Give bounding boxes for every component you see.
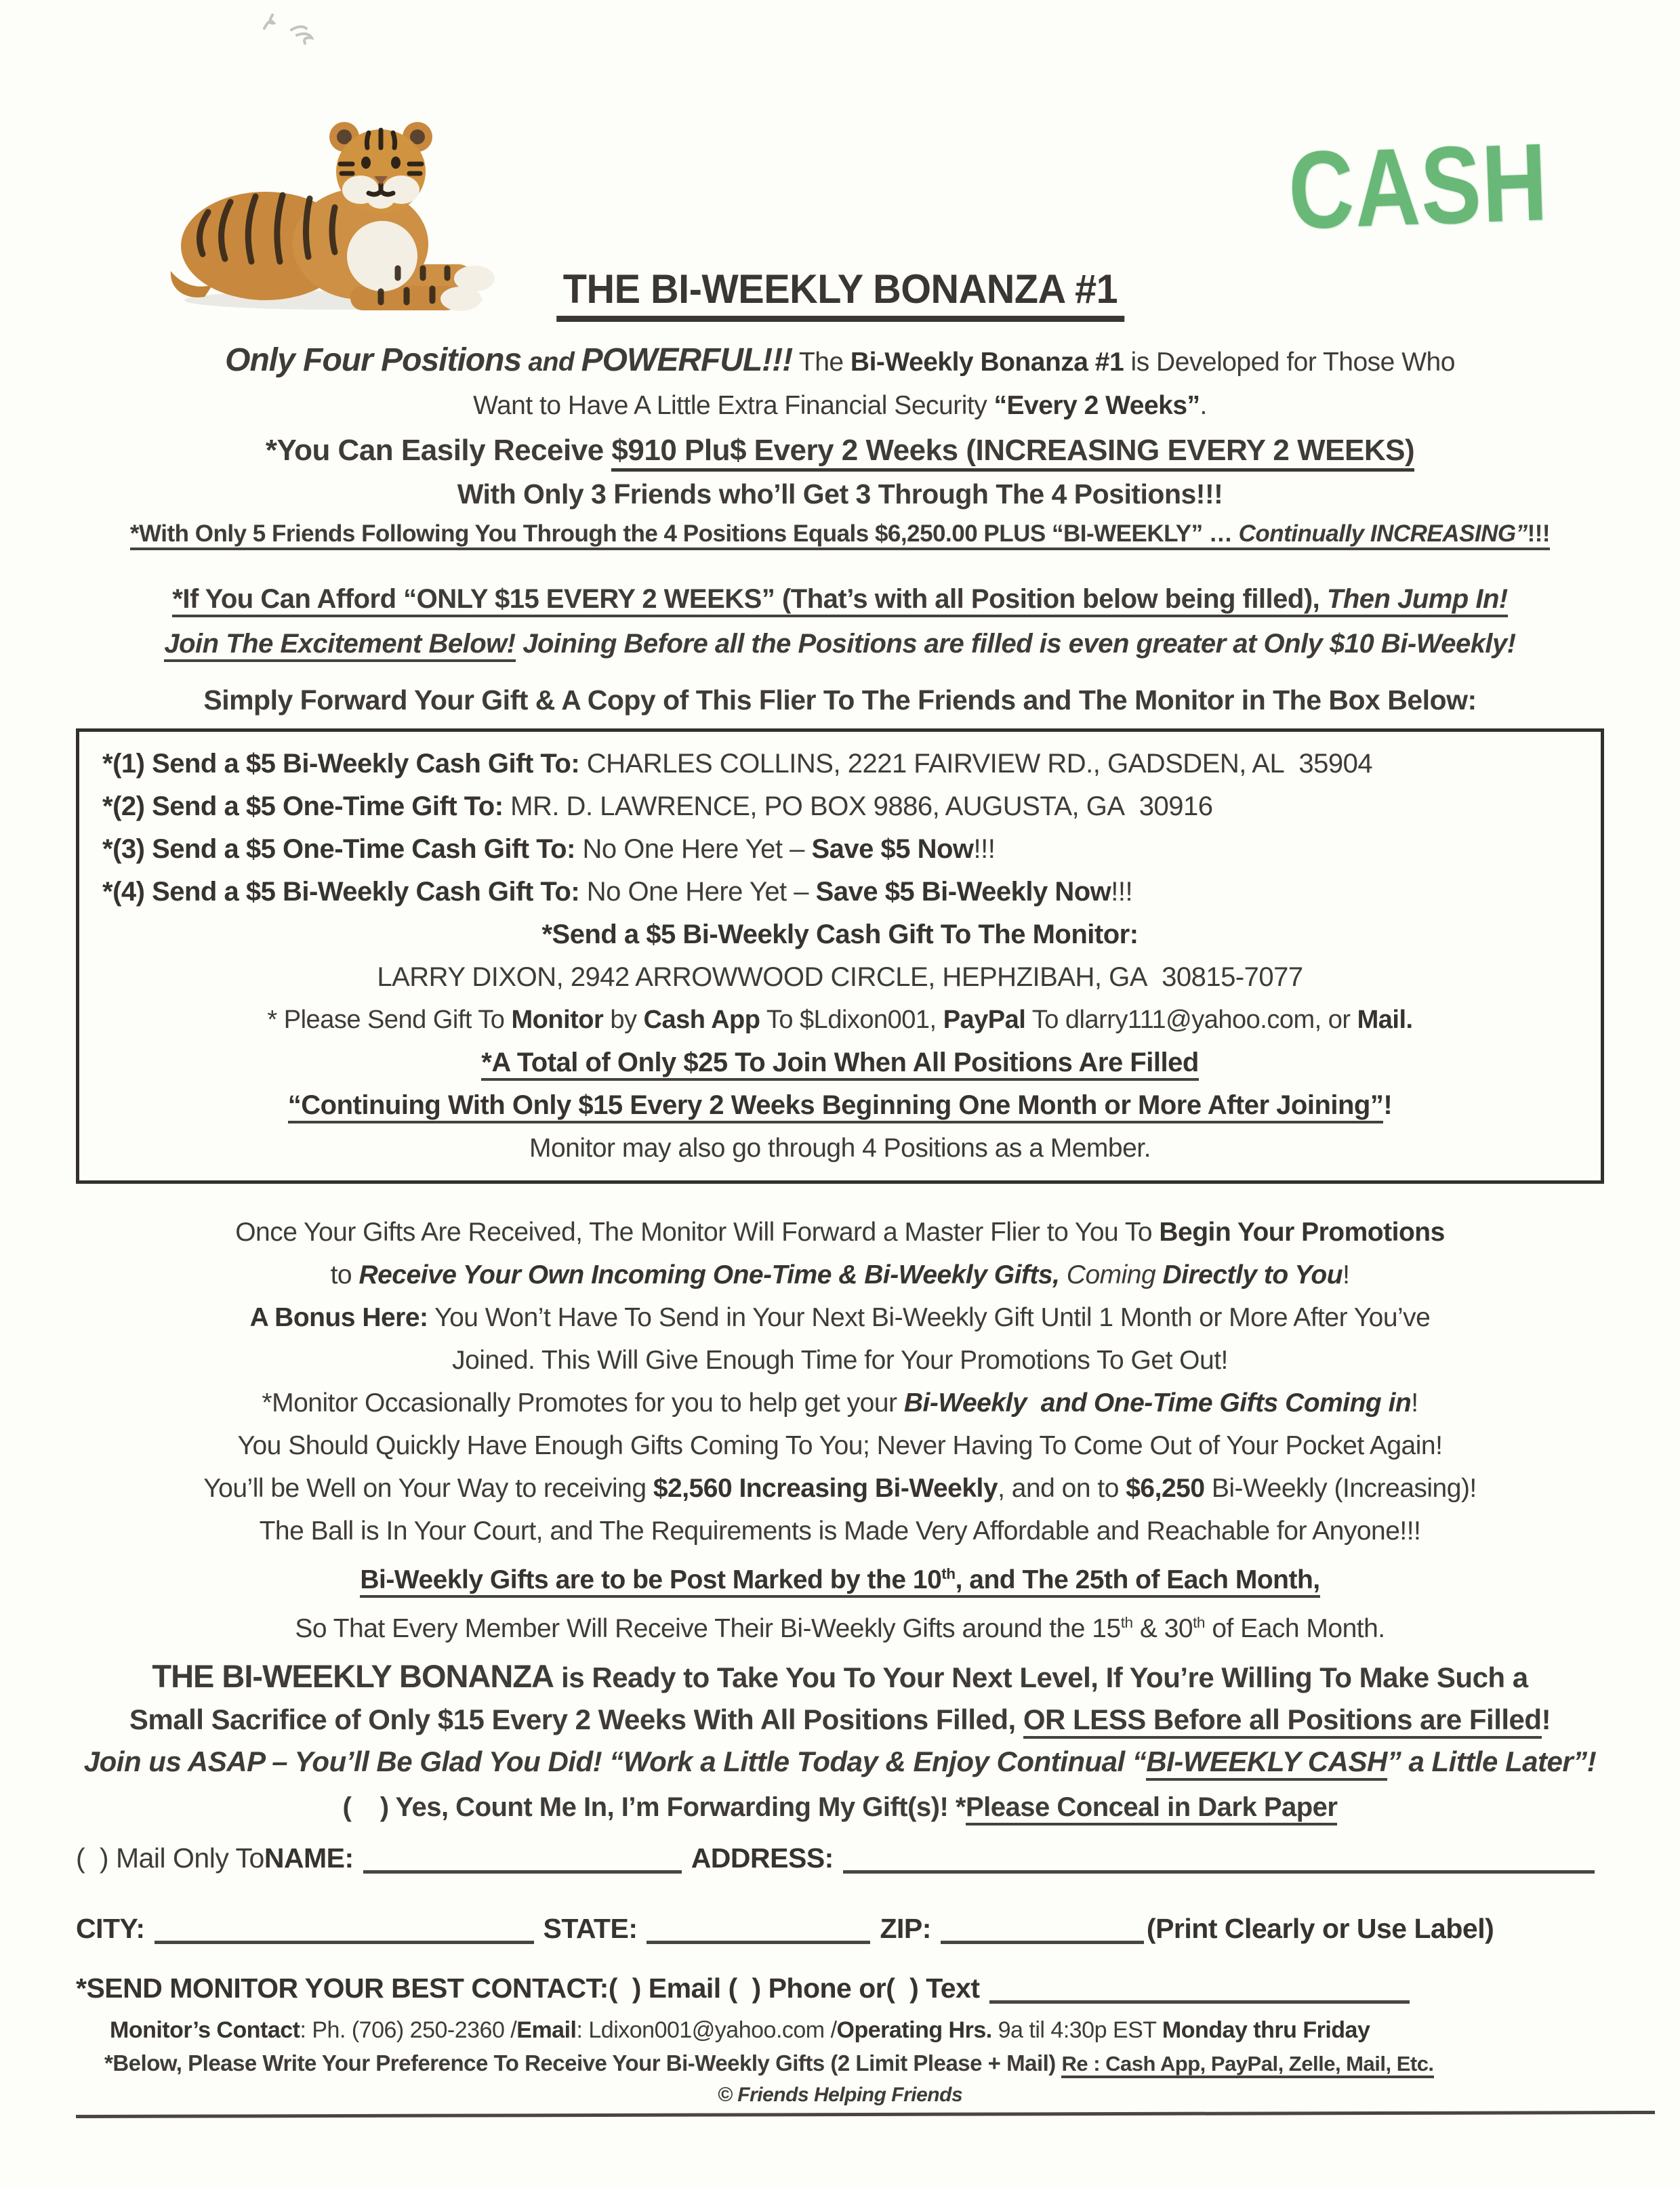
save-now: Save $5 Now — [811, 834, 974, 864]
position-1-row — [102, 743, 1578, 785]
continuing-underline: “Continuing With Only $15 Every 2 Weeks Beginning One Month or More After Joining” — [288, 1090, 1384, 1123]
monitor-contact-label: Monitor’s Contact — [110, 2017, 300, 2043]
text-run: of Each Month. — [1204, 1614, 1385, 1643]
every-2-weeks: “Every 2 Weeks” — [993, 391, 1200, 420]
postmark-line — [76, 1552, 1604, 1601]
operating-hours-label: Operating Hrs. — [836, 2017, 992, 2043]
monitor-email: : Ldixon001@yahoo.com / — [576, 2017, 837, 2043]
postmark-underline — [360, 1565, 1319, 1598]
text-run: So That Every Member Will Receive Their Bi-Weekly Gifts around the 15 — [295, 1614, 1121, 1643]
weekdays: Monday thru Friday — [1162, 2017, 1370, 2043]
position-2-row — [102, 785, 1578, 828]
sep: : — [567, 834, 583, 864]
text-run: ! — [1541, 1704, 1551, 1735]
five-friends-underline — [130, 520, 1550, 550]
intro-line-2 — [76, 384, 1604, 428]
state-blank-field — [647, 1914, 870, 1944]
position-3-row — [102, 828, 1578, 871]
sep: : — [494, 791, 511, 821]
jump-in: Then Jump In! — [1326, 584, 1508, 614]
cash-app-word: Cash App — [643, 1006, 760, 1034]
sep: : — [571, 877, 587, 907]
text-run: Join us ASAP – You’ll Be Glad You Did! “Work a Little Today & Enjoy Continual “ — [83, 1746, 1147, 1777]
email-word: Email — [516, 2017, 577, 2043]
save-biweekly-now: Save $5 Bi-Weekly Now — [815, 877, 1111, 907]
text-run: !!! — [1111, 877, 1133, 907]
text-run: Coming — [1059, 1260, 1163, 1289]
intro-powerful: POWERFUL!!! — [581, 342, 793, 378]
text-run: ! — [1383, 1090, 1393, 1120]
promo-line-4: Joined. This Will Give Enough Time for Your Promotions To Get Out! — [452, 1346, 1228, 1375]
text-run: You’ll be Well on Your Way to receiving — [203, 1474, 653, 1503]
yes-checkbox-text: ( ) Yes, Count Me In, I’m Forwarding My Gift(s)! * — [342, 1792, 966, 1822]
text-run: to — [330, 1260, 359, 1289]
text-run: You Won’t Have To Send in Your Next Bi-Weekly Gift Until 1 Month or More After You’ve — [428, 1303, 1431, 1332]
name-blank-field — [363, 1843, 682, 1874]
text-run: ” a Little Later”! — [1387, 1746, 1597, 1777]
text-run: , and on to — [998, 1474, 1126, 1503]
afford-line-1 — [76, 577, 1604, 621]
text-run: Bi-Weekly Gifts are to be Post Marked by the 10 — [360, 1565, 942, 1594]
join-excitement: Join The Excitement Below! — [164, 629, 515, 662]
bonanza-line-1 — [76, 1655, 1604, 1699]
flyer-header — [0, 0, 1680, 339]
forward-note: Simply Forward Your Gift & A Copy of This Flier To The Friends and The Monitor in The Box Below: — [203, 684, 1477, 716]
contact-blank-field — [989, 1973, 1410, 2004]
flyer-body — [0, 339, 1680, 2116]
send-methods-line — [102, 999, 1578, 1041]
text-run: *If You Can Afford “ONLY $15 EVERY 2 WEEKS” (That’s with all Position below being filled), — [172, 584, 1327, 614]
promo-line-8: The Ball is In Your Court, and The Requirements is Made Very Affordable and Reachable for Anyone!!! — [259, 1516, 1421, 1546]
afford-line-2 — [76, 621, 1604, 666]
text-run: : Ph. (706) 250-2360 / — [300, 2017, 517, 2043]
zip-label: ZIP: — [880, 1913, 931, 1944]
promo-line-3 — [76, 1296, 1604, 1339]
best-contact-row — [76, 1967, 1604, 2009]
bonanza-name: Bi-Weekly Bonanza #1 — [850, 348, 1124, 377]
paypal-word: PayPal — [943, 1006, 1026, 1034]
text-run: . — [1200, 391, 1207, 420]
promo-line-1 — [76, 1211, 1604, 1254]
bonanza-line-2 — [76, 1699, 1604, 1741]
copyright-line: © Friends Helping Friends — [717, 2084, 963, 2106]
city-blank-field — [155, 1914, 534, 1944]
text-run: Bi-Weekly (Increasing)! — [1204, 1474, 1477, 1503]
bonanza-title-inline: THE BI-WEEKLY BONANZA — [152, 1658, 554, 1694]
positions-box — [76, 728, 1604, 1184]
text-run: ! — [1343, 1260, 1350, 1289]
biweekly-cash-underline: BI-WEEKLY CASH — [1146, 1746, 1387, 1781]
continuing-line — [102, 1084, 1578, 1127]
receive-dates-line — [76, 1601, 1604, 1650]
promo-line-6: You Should Quickly Have Enough Gifts Coming To You; Never Having To Come Out of Your Pocket Again! — [237, 1431, 1443, 1460]
bonus-here: A Bonus Here: — [249, 1303, 428, 1332]
text-run: To $Ldixon001, — [760, 1006, 943, 1034]
tiger-illustration — [157, 94, 564, 317]
cash-stamp: CASH — [1286, 120, 1551, 253]
state-label: STATE: — [543, 1913, 638, 1944]
text-run: & 30 — [1132, 1614, 1193, 1643]
text-run: !!! — [1527, 520, 1551, 547]
mail-only-checkbox-text: ( ) Mail Only To — [76, 1842, 264, 1874]
text-run: !!! — [973, 834, 996, 864]
monitor-word: Monitor — [511, 1006, 604, 1034]
preference-note-row — [76, 2047, 1604, 2080]
mail-word: Mail — [1357, 1006, 1406, 1034]
intro-line-1 — [76, 339, 1604, 384]
text-run: *You Can Easily Receive — [265, 434, 612, 467]
begin-promotions: Begin Your Promotions — [1159, 1218, 1445, 1247]
monitor-contact-row — [76, 2013, 1604, 2047]
bottom-divider — [76, 2111, 1655, 2118]
amount-2560: $2,560 Increasing Bi-Weekly — [653, 1474, 998, 1503]
total-underline: *A Total of Only $25 To Join When All Positions Are Filled — [481, 1048, 1199, 1081]
pencil-scribble-mark — [249, 3, 331, 50]
superscript-th: th — [1120, 1614, 1133, 1631]
five-friends-line — [76, 514, 1604, 554]
superscript-th: th — [941, 1565, 956, 1582]
promo-section — [76, 1211, 1604, 1650]
name-label: NAME: — [264, 1842, 354, 1874]
intro-and: and — [521, 348, 581, 377]
text-run: * Please Send Gift To — [267, 1006, 512, 1034]
position-2-value: MR. D. LAWRENCE, PO BOX 9886, AUGUSTA, GA 30916 — [510, 791, 1213, 821]
city-label: CITY: — [76, 1913, 145, 1944]
text-run: by — [603, 1006, 644, 1034]
monitor-address: LARRY DIXON, 2942 ARROWWOOD CIRCLE, HEPHZIBAH, GA 30815-7077 — [377, 962, 1303, 992]
preference-note: *Below, Please Write Your Preference To Receive Your Bi-Weekly Gifts (2 Limit Please + Mail) — [104, 2050, 1062, 2076]
email-checkbox-text: ( ) Email — [608, 1973, 721, 2004]
best-contact-label: *SEND MONITOR YOUR BEST CONTACT: — [76, 1973, 609, 2004]
monitor-heading: *Send a $5 Bi-Weekly Cash Gift To The Monitor: — [541, 920, 1139, 949]
text-run: *With Only 5 Friends Following You Through the 4 Positions Equals $6,250.00 PLUS “BI-WEEKLY” … — [129, 520, 1239, 547]
bonanza-section — [76, 1655, 1604, 1783]
promo-line-5 — [76, 1382, 1604, 1424]
zip-blank-field — [941, 1914, 1144, 1944]
or-less-underline: OR LESS Before all Positions are Filled — [1023, 1704, 1542, 1739]
address-label: ADDRESS: — [691, 1842, 834, 1874]
superscript-th: th — [1193, 1614, 1205, 1631]
text-run: Directly to You — [1162, 1260, 1343, 1289]
position-1-value: CHARLES COLLINS, 2221 FAIRVIEW RD., GADSDEN, AL 35904 — [586, 749, 1373, 779]
position-1-label: *(1) Send a $5 Bi-Weekly Cash Gift To — [102, 749, 571, 779]
text-run: , and The 25th of Each Month, — [955, 1565, 1320, 1594]
conceal-note: Please Conceal in Dark Paper — [966, 1792, 1338, 1825]
receive-line — [76, 428, 1604, 474]
operating-hours: 9a til 4:30p EST — [991, 2017, 1162, 2043]
city-state-zip-row — [76, 1907, 1604, 1949]
position-3-value: No One Here Yet – — [582, 834, 812, 864]
text-run: To dlarry111@yahoo.com, or — [1025, 1006, 1357, 1034]
bonanza-line-3 — [76, 1741, 1604, 1783]
position-4-row — [102, 871, 1578, 913]
print-clearly-note: (Print Clearly or Use Label) — [1146, 1913, 1494, 1944]
promo-line-2 — [76, 1254, 1604, 1296]
intro-lead: Only Four Positions — [225, 342, 522, 378]
text-run: is Ready to Take You To Your Next Level, If You’re Willing To Make Such a — [554, 1661, 1528, 1693]
text-run: The — [792, 348, 851, 377]
sep: : — [571, 749, 587, 779]
text-run: Want to Have A Little Extra Financial Security — [473, 391, 994, 420]
text-run: Continually INCREASING” — [1238, 520, 1528, 547]
receive-amount: $910 Plu$ Every 2 Weeks (INCREASING EVERY 2 WEEKS) — [611, 434, 1414, 472]
member-note: Monitor may also go through 4 Positions as a Member. — [529, 1134, 1151, 1163]
text-run: is Developed for Those Who — [1124, 348, 1455, 377]
position-4-value: No One Here Yet – — [586, 877, 816, 907]
text-run: Receive Your Own Incoming One-Time & Bi-Weekly Gifts, — [358, 1260, 1060, 1289]
promo-line-7 — [76, 1467, 1604, 1510]
text-run: ! — [1411, 1388, 1418, 1418]
text-run: Once Your Gifts Are Received, The Monitor Will Forward a Master Flier to You To — [235, 1218, 1160, 1247]
three-friends-line: With Only 3 Friends who’ll Get 3 Through The 4 Positions!!! — [457, 478, 1223, 510]
address-blank-field — [843, 1843, 1595, 1874]
text-run: Bi-Weekly and One-Time Gifts Coming in — [903, 1388, 1412, 1418]
position-3-label: *(3) Send a $5 One-Time Cash Gift To — [102, 834, 567, 864]
text-checkbox-text: ( ) Text — [886, 1973, 980, 2004]
position-4-label: *(4) Send a $5 Bi-Weekly Cash Gift To — [102, 877, 571, 907]
yes-count-me-in-line — [76, 1787, 1604, 1828]
text-run: Small Sacrifice of Only $15 Every 2 Weeks With All Positions Filled, — [129, 1704, 1023, 1735]
text-run: *Monitor Occasionally Promotes for you to help get your — [262, 1388, 904, 1418]
position-2-label: *(2) Send a $5 One-Time Gift To — [102, 791, 495, 821]
amount-6250: $6,250 — [1126, 1474, 1205, 1503]
text-run: Joining Before all the Positions are filled is even greater at Only $10 Bi-Weekly! — [515, 629, 1516, 659]
text-run: . — [1406, 1006, 1413, 1034]
afford-underline — [172, 584, 1507, 617]
page-title: THE BI-WEEKLY BONANZA #1 — [556, 266, 1124, 322]
total-line — [102, 1041, 1578, 1084]
name-address-row — [76, 1837, 1604, 1879]
payment-methods-ref: Re : Cash App, PayPal, Zelle, Mail, Etc. — [1061, 2052, 1433, 2078]
phone-checkbox-text: ( ) Phone or — [720, 1973, 886, 2004]
